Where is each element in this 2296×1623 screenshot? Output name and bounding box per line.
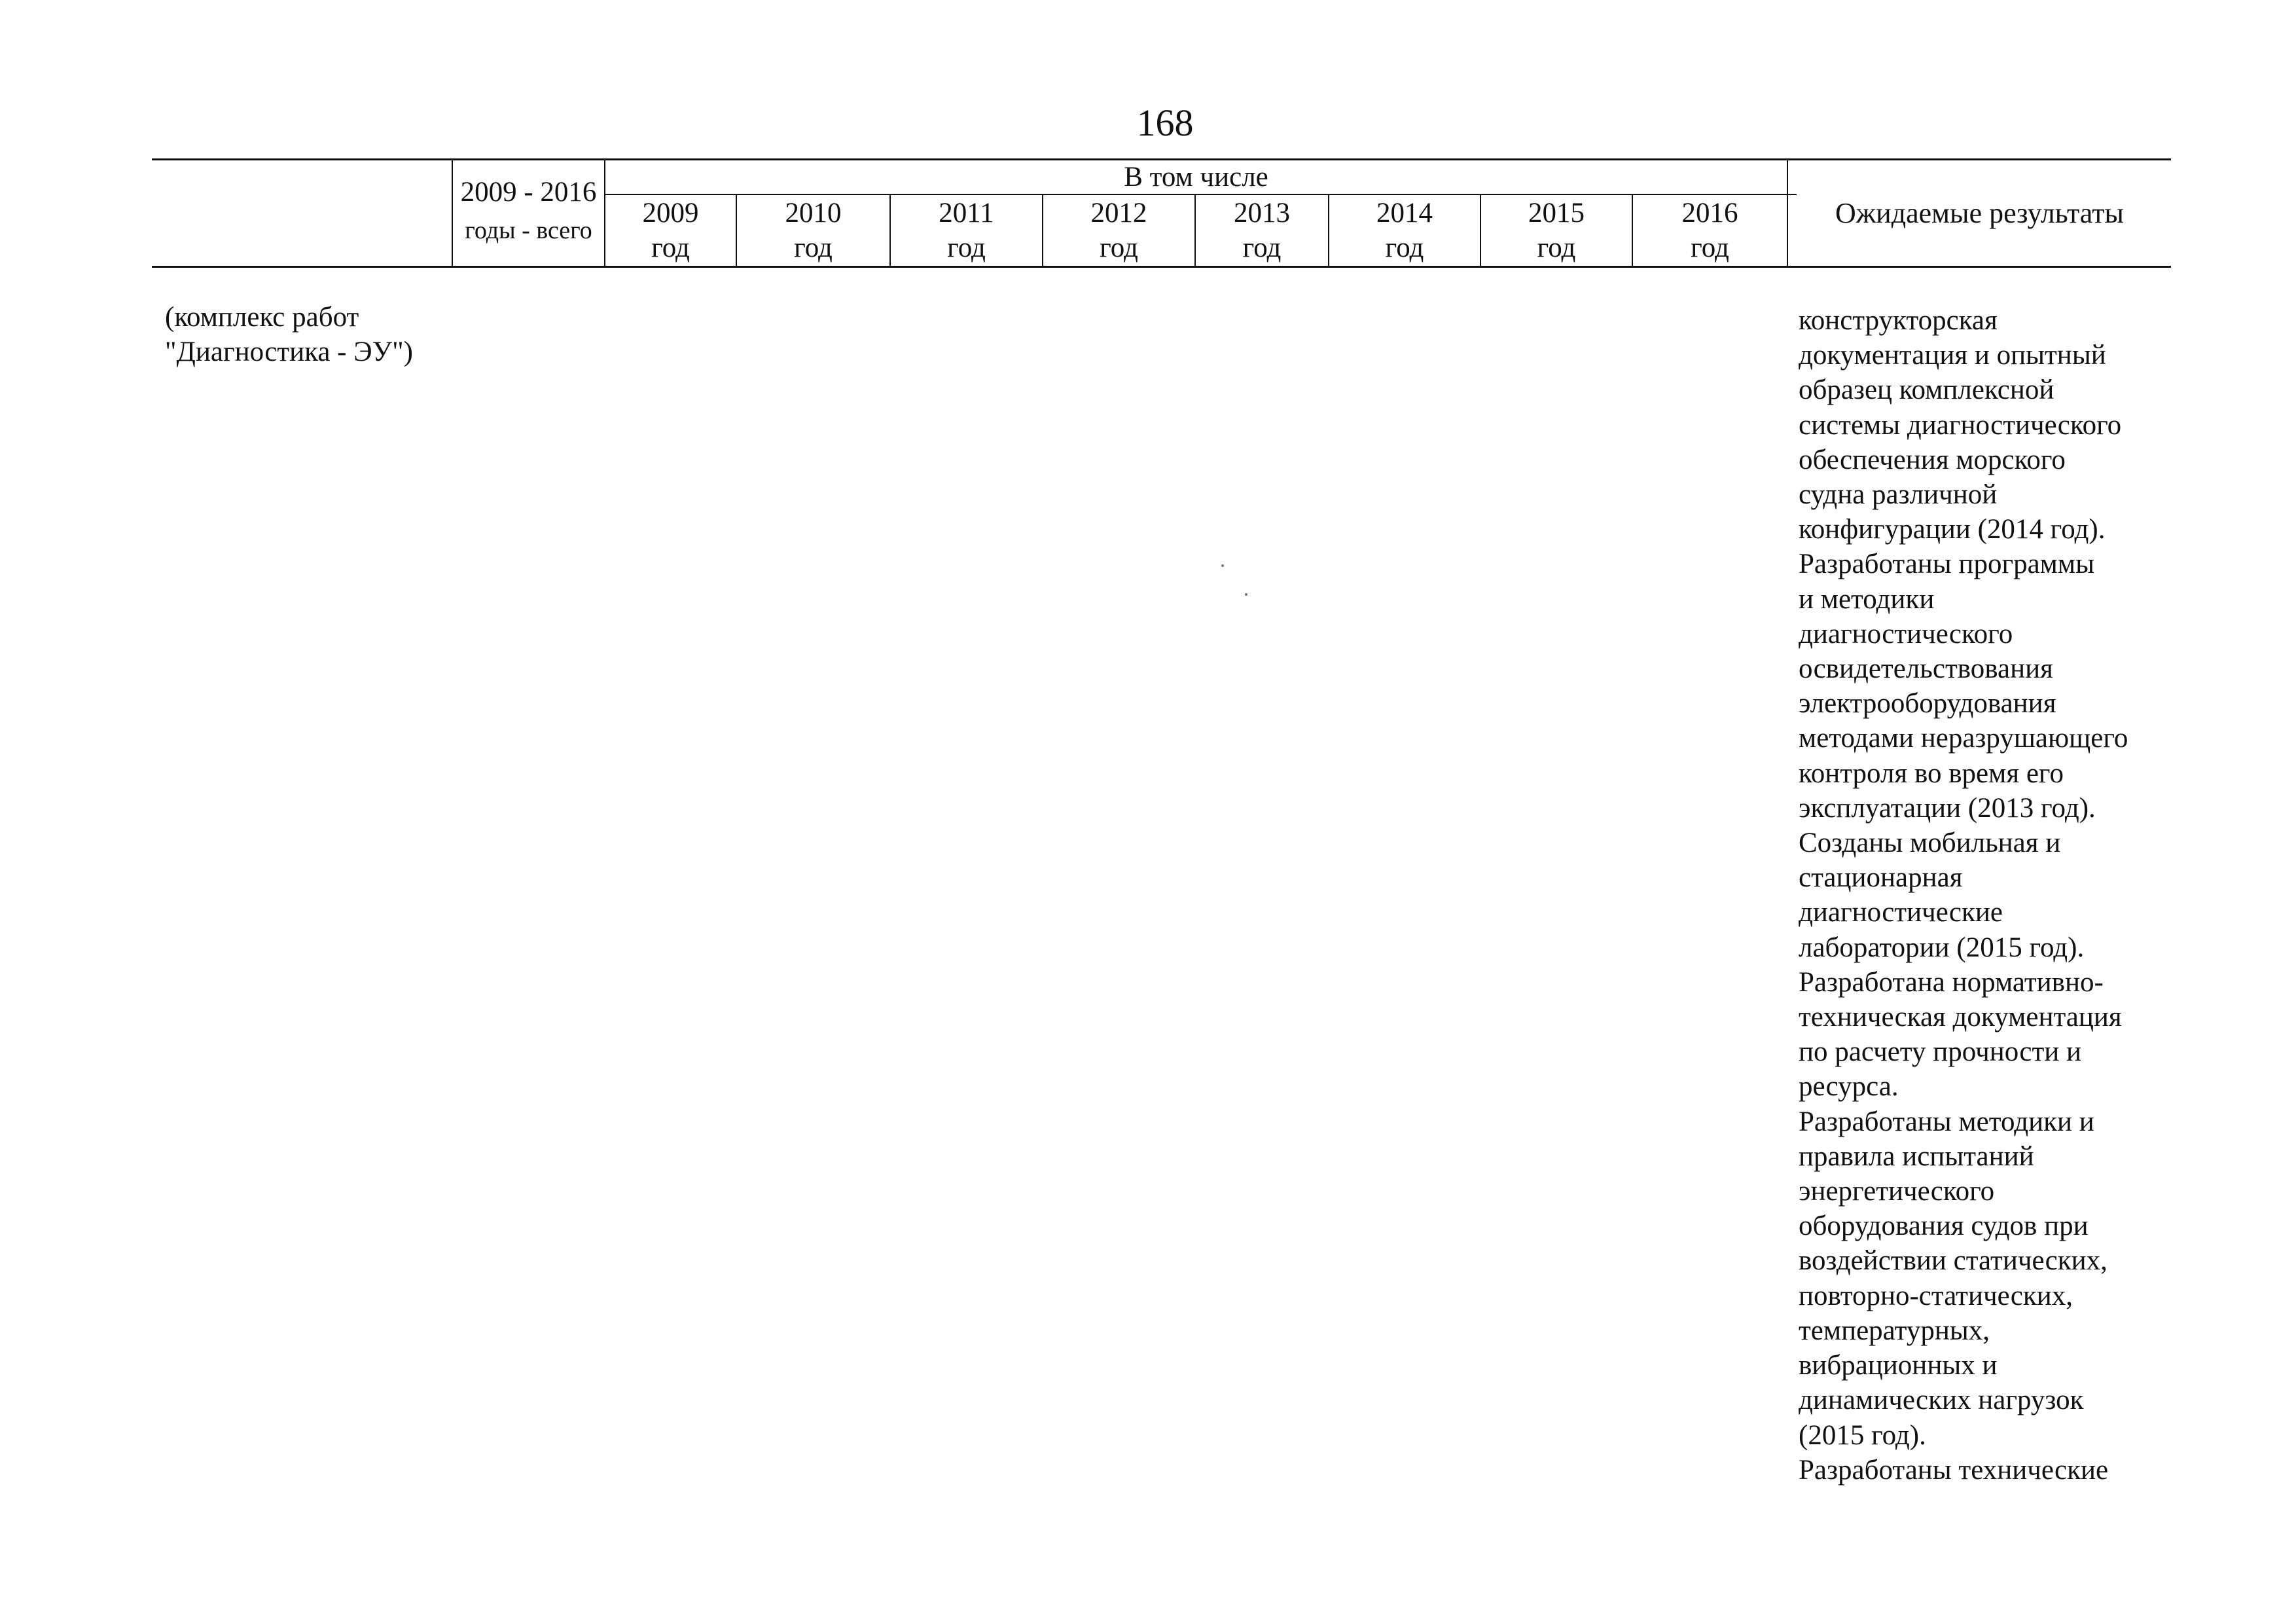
page-number: 168	[1136, 101, 1194, 144]
expected-results-header: Ожидаемые результаты	[1835, 197, 2124, 229]
year-2016-header: 2016	[1681, 198, 1738, 228]
total-header-line1: 2009 - 2016	[460, 177, 597, 208]
scan-speck	[1221, 564, 1224, 567]
year-2010-header: 2010	[785, 198, 842, 228]
year-2012-header: 2012	[1090, 198, 1147, 228]
year-2015-header: 2015	[1528, 198, 1585, 228]
year-2013-unit: год	[1242, 232, 1282, 263]
col-divider-total	[452, 158, 453, 267]
year-2009-header: 2009	[642, 198, 699, 228]
year-2011-unit: год	[947, 232, 986, 263]
year-2013-header: 2013	[1234, 198, 1290, 228]
including-header: В том числе	[1124, 162, 1268, 192]
year-2010-unit: год	[794, 232, 833, 263]
row-name: (комплекс работ "Диагностика - ЭУ")	[165, 302, 413, 367]
year-2016-unit: год	[1691, 232, 1729, 263]
expected-results-text: конструкторская документация и опытный образец комплексной системы диагностического обеспечения морского судна различной конфигурации (2014 год). Разработаны программы и методики диагностического освидетельствования электрооборудования методами неразрушающего контроля во время его эксплуатации (2013 год). Созданы мобильная и стационарная диагностические лаборатории (2015 год). Разработана нормативно- техническая документация по расчету прочности и ресурса. Разработаны методики и правила испытаний энергетического оборудования судов при воздействии статических, повторно-статических, температурных, вибрационных и динамических нагрузок (2015 год). Разработаны технические	[1799, 305, 2128, 1486]
year-2015-unit: год	[1537, 232, 1576, 263]
year-2014-header: 2014	[1376, 198, 1433, 228]
total-header-line2: годы - всего	[465, 217, 592, 244]
year-2014-unit: год	[1385, 232, 1424, 263]
table-header	[152, 157, 2171, 267]
year-2009-unit: год	[651, 232, 690, 263]
scan-speck	[1245, 593, 1247, 596]
year-2012-unit: год	[1100, 232, 1138, 263]
year-2011-header: 2011	[939, 198, 994, 228]
header-bottom-rule	[152, 266, 2171, 268]
